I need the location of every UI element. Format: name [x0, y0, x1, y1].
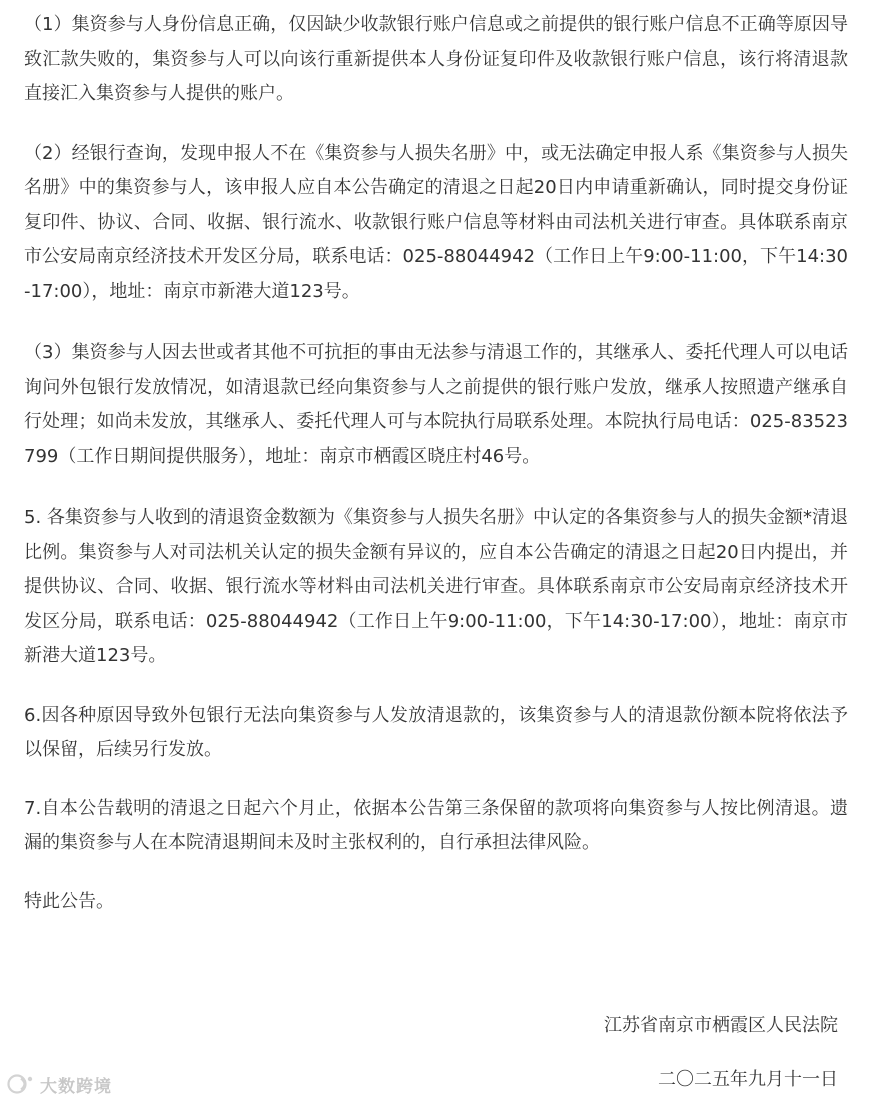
paragraph-item-1: （1）集资参与人身份信息正确，仅因缺少收款银行账户信息或之前提供的银行账户信息不正确等原因导致汇款失败的，集资参与人可以向该行重新提供本人身份证复印件及收款银行账户信息，该行将清退款直接汇入集资参与人提供的账户。 [24, 14, 848, 104]
watermark-text: 大数跨境 [40, 1076, 112, 1097]
paragraph-item-5: 5. 各集资参与人收到的清退资金数额为《集资参与人损失名册》中认定的各集资参与人的损失金额*清退比例。集资参与人对司法机关认定的损失金额有异议的，应自本公告确定的清退之日起20日内提出，并提供协议、合同、收据、银行流水等材料由司法机关进行审查。具体联系南京市公安局南京经济技术开发区分局，联系电话：025-88044942（工作日上午9:00-11:00，下午14:30-17:00），地址：南京市新港大道123号。 [24, 507, 848, 666]
brand-logo-icon [6, 1072, 36, 1096]
paragraph-item-2: （2）经银行查询，发现申报人不在《集资参与人损失名册》中，或无法确定申报人系《集资参与人损失名册》中的集资参与人，该申报人应自本公告确定的清退之日起20日内申请重新确认，同时提交身份证复印件、协议、合同、收据、银行流水、收款银行账户信息等材料由司法机关进行审查。具体联系南京市公安局南京经济技术开发区分局，联系电话：025-88044942（工作日上午9:00-11:00，下午14:30-17:00），地址：南京市新港大道123号。 [24, 142, 848, 302]
announcement-body [24, 8, 848, 919]
issue-date: 二〇二五年九月十一日 [658, 1069, 838, 1090]
closing-statement: 特此公告。 [24, 890, 114, 912]
paragraph-item-7: 7.自本公告载明的清退之日起六个月止，依据本公告第三条保留的款项将向集资参与人按比例清退。遗漏的集资参与人在本院清退期间未及时主张权利的，自行承担法律风险。 [24, 797, 848, 853]
paragraph-item-6: 6.因各种原因导致外包银行无法向集资参与人发放清退款的，该集资参与人的清退款份额本院将依法予以保留，后续另行发放。 [24, 704, 848, 760]
paragraph-item-3: （3）集资参与人因去世或者其他不可抗拒的事由无法参与清退工作的，其继承人、委托代理人可以电话询问外包银行发放情况，如清退款已经向集资参与人之前提供的银行账户发放，继承人按照遗产继承自行处理；如尚未发放，其继承人、委托代理人可与本院执行局联系处理。本院执行局电话：025-83523799（工作日期间提供服务），地址：南京市栖霞区晓庄村46号。 [24, 342, 848, 467]
issuer-signature: 江苏省南京市栖霞区人民法院 [604, 1015, 838, 1036]
watermark [6, 1070, 112, 1098]
